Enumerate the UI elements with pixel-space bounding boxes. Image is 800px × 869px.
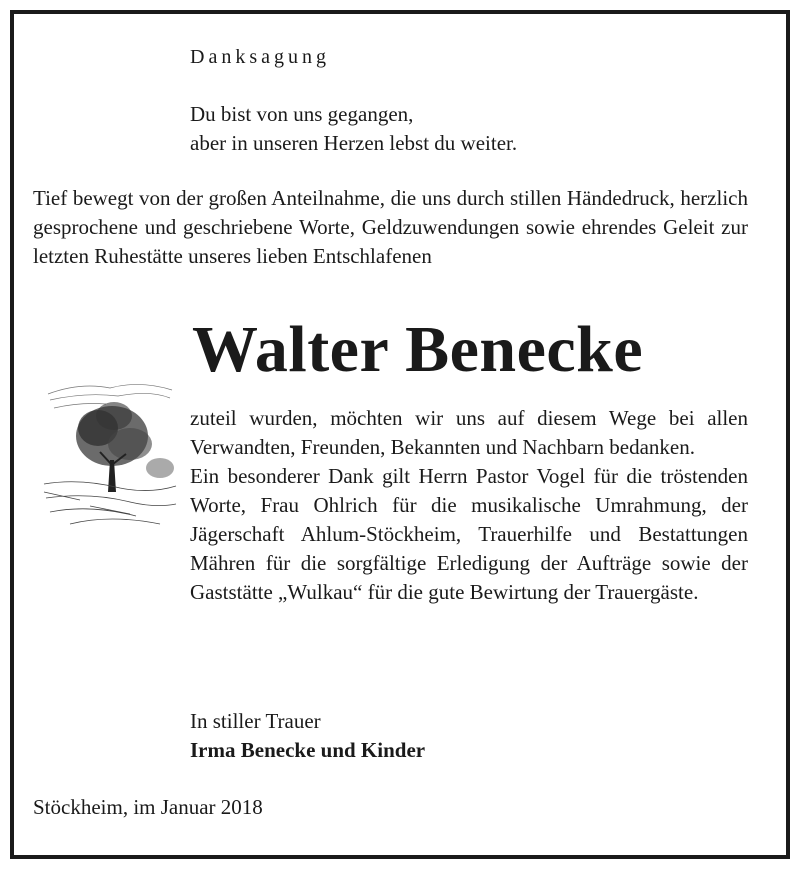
body-text bbox=[190, 404, 748, 607]
tree-landscape-icon bbox=[40, 364, 180, 534]
deceased-name: Walter Benecke bbox=[192, 313, 644, 386]
body-paragraph-2: Ein besonderer Dank gilt Herrn Pastor Vogel für die tröstenden Worte, Frau Ohlrich für die musikalische Umrahmung, der Jägerschaft Ahlum-Stöckheim, Trauerhilfe und Bestattungen Mähren für die sorgfältige Erledigung der Aufträge sowie der Gaststätte „Wulkau“ für die gute Bewirtung der Trauergäste. bbox=[190, 464, 748, 604]
signer-name: Irma Benecke und Kinder bbox=[190, 738, 426, 762]
memorial-quote bbox=[190, 100, 750, 158]
closing-block bbox=[190, 707, 750, 765]
notice-heading: Danksagung bbox=[190, 46, 330, 68]
body-paragraph-1: zuteil wurden, möchten wir uns auf diesem Wege bei allen Verwandten, Freunden, Bekannten und Nachbarn bedanken. bbox=[190, 406, 748, 459]
place-date: Stöckheim, im Januar 2018 bbox=[33, 795, 263, 819]
intro-paragraph: Tief bewegt von der großen Anteilnahme, die uns durch stillen Händedruck, herzlich gesprochene und geschriebene Worte, Geldzuwendungen sowie ehrendes Geleit zur letzten Ruhestätte unseres lieben Entschlafenen bbox=[33, 186, 748, 268]
closing-line: In stiller Trauer bbox=[190, 709, 321, 733]
quote-line-2: aber in unseren Herzen lebst du weiter. bbox=[190, 131, 518, 155]
quote-line-1: Du bist von uns gegangen, bbox=[190, 102, 414, 126]
